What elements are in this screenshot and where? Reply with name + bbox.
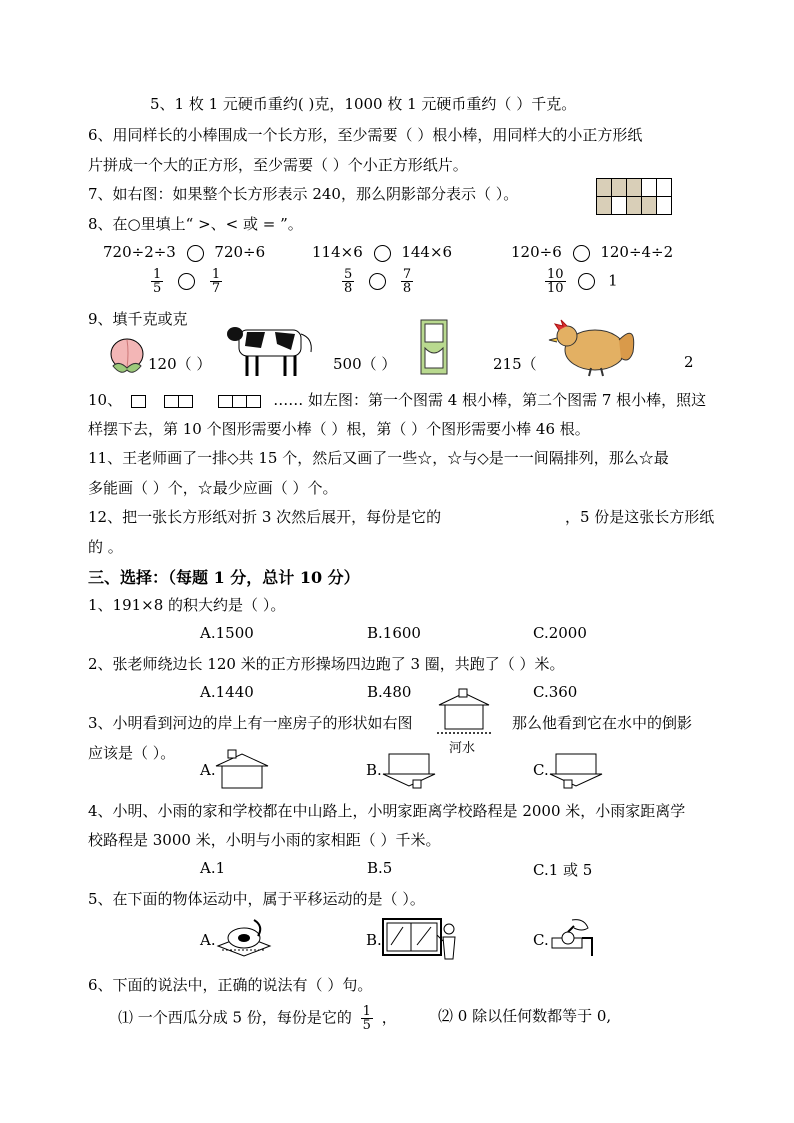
choice-q5: 5、在下面的物体运动中，属于平移运动的是（ ）。 [88, 890, 425, 908]
q10-line1-text: …… 如左图：第一个图需 4 根小棒，第二个图需 7 根小棒，照这 [273, 391, 707, 409]
q12-line1-a: 12、把一张长方形纸对折 3 次然后展开，每份是它的 [88, 508, 442, 526]
q6-line2: 片拼成一个大的正方形，至少需要（ ）个小正方形纸片。 [88, 156, 468, 174]
choice-q1-option-c[interactable]: C.2000 [533, 624, 587, 642]
q9-milk-value: 215（ [493, 355, 537, 373]
q10-line1 [88, 389, 706, 410]
statement-1-tail: ， [381, 1008, 397, 1027]
compare-circle[interactable] [374, 245, 391, 262]
q6-line1: 6、用同样长的小棒围成一个长方形，至少需要（ ）根小棒，用同样大的小正方形纸 [88, 126, 643, 144]
choice-q6-statement-1 [118, 1005, 397, 1032]
house-icon [435, 687, 493, 742]
q8-text: 8、在○里填上“ >、< 或 = ”。 [88, 215, 303, 233]
q9-cow-value: 500（ ） [333, 355, 397, 373]
choice-q5-option-c[interactable]: C. [533, 931, 549, 949]
q10-number: 10、 [88, 391, 123, 409]
q12-line1-b: ，5 份是这张长方形纸 [565, 508, 715, 526]
choice-q3-line1-a: 3、小明看到河边的岸上有一座房子的形状如右图 [88, 714, 413, 732]
fraction: $\frac{1}{5}$ [362, 1004, 371, 1033]
q8-row1 [103, 243, 265, 262]
house-inverted-icon [381, 752, 437, 792]
q11-line1: 11、王老师画了一排◇共 15 个，然后又画了一些☆，☆与◇是一一间隔排列，那么☆最 [88, 449, 669, 467]
choice-q5-option-a[interactable]: A. [200, 931, 216, 949]
compare-circle[interactable] [178, 273, 195, 290]
cow-icon [225, 318, 320, 378]
q10-figure-3 [218, 391, 260, 409]
q8-expr-l: 1 [608, 271, 618, 290]
q9-chicken-value: 2 [684, 353, 694, 371]
choice-q3-option-a[interactable]: A. [200, 761, 216, 779]
compare-circle[interactable] [369, 273, 386, 290]
choice-q5-option-b[interactable]: B. [366, 931, 382, 949]
q8-row2-right [545, 268, 618, 295]
q8-row2-mid [342, 268, 413, 295]
q8-row2-left [151, 268, 222, 295]
q8-expr-c: 114×6 [312, 243, 363, 261]
house-inverted-mirror-icon [548, 752, 604, 792]
choice-q2-option-a[interactable]: A.1440 [200, 683, 254, 701]
peach-icon [107, 330, 147, 378]
q9-text: 9、填千克或克 [88, 310, 188, 328]
house-upright-icon [214, 748, 270, 792]
milk-box-icon [419, 318, 449, 376]
fraction: $\frac{5}{8}$ [344, 267, 353, 296]
choice-q2-option-c[interactable]: C.360 [533, 683, 578, 701]
q8-expr-f: 120÷4÷2 [600, 243, 674, 261]
choice-q1-option-b[interactable]: B.1600 [367, 624, 421, 642]
fraction: $\frac{10}{10}$ [547, 267, 564, 296]
q7-rectangle-figure [596, 178, 672, 216]
compare-circle[interactable] [187, 245, 204, 262]
q8-expr-a: 720÷2÷3 [103, 243, 176, 261]
choice-q3-option-c[interactable]: C. [533, 761, 549, 779]
q10-line2: 样摆下去，第 10 个图形需要小棒（ ）根，第（ ）个图形需要小棒 46 根。 [88, 420, 590, 438]
choice-q3-line1-b: 那么他看到它在水中的倒影 [512, 714, 693, 732]
choice-q4-option-a[interactable]: A.1 [200, 859, 226, 877]
q11-line2: 多能画（ ）个，☆最少应画（ ）个。 [88, 479, 338, 497]
river-label: 河水 [449, 741, 476, 756]
choice-q1: 1、191×8 的积大约是（ ）。 [88, 596, 286, 614]
chicken-icon [545, 312, 645, 378]
q10-figure-2 [164, 391, 192, 409]
fraction: $\frac{1}{7}$ [211, 267, 221, 296]
q9-peach-value: 120（ ） [148, 355, 212, 373]
choice-q2: 2、张老师绕边长 120 米的正方形操场四边跑了 3 圈，共跑了（ ）米。 [88, 655, 565, 673]
choice-q4-option-b[interactable]: B.5 [367, 859, 393, 877]
q8-row1-right [511, 243, 673, 262]
choice-q4-option-c[interactable]: C.1 或 5 [533, 861, 593, 879]
choice-q4-line2: 校路程是 3000 米，小明与小雨的家相距（ ）千米。 [88, 831, 441, 849]
choice-q3-option-b[interactable]: B. [366, 761, 382, 779]
sliding-window-icon [381, 915, 459, 961]
statement-1-text: ⑴ 一个西瓜分成 5 份，每份是它的 [118, 1008, 352, 1027]
q7-text: 7、如右图：如果整个长方形表示 240，那么阴影部分表示（ ）。 [88, 185, 519, 203]
fraction: $\frac{7}{8}$ [402, 267, 412, 296]
fraction: $\frac{1}{5}$ [153, 267, 162, 296]
q8-row1-mid [312, 243, 452, 262]
choice-q4-line1: 4、小明、小雨的家和学校都在中山路上，小明家距离学校路程是 2000 米，小雨家距离学 [88, 802, 686, 820]
section-heading-choice: 三、选择：（每题 1 分，总计 10 分） [88, 568, 360, 587]
q8-expr-b: 720÷6 [214, 243, 266, 261]
q12-line2: 的 。 [88, 538, 123, 556]
compare-circle[interactable] [573, 245, 590, 262]
record-turntable-icon [214, 916, 274, 960]
q8-expr-e: 120÷6 [511, 243, 562, 261]
choice-q2-option-b[interactable]: B.480 [367, 683, 412, 701]
choice-q3-line2: 应该是（ ）。 [88, 744, 176, 762]
choice-q1-option-a[interactable]: A.1500 [200, 624, 254, 642]
q10-figure-1 [131, 391, 145, 409]
q5-coin: 5、1 枚 1 元硬币重约( )克，1000 枚 1 元硬币重约（ ）千克。 [150, 95, 577, 113]
compare-circle[interactable] [578, 273, 595, 290]
choice-q6: 6、下面的说法中，正确的说法有（ ）句。 [88, 976, 373, 994]
choice-q6-statement-2: ⑵ 0 除以任何数都等于 0, [438, 1007, 612, 1025]
faucet-icon [548, 916, 606, 960]
q8-expr-d: 144×6 [401, 243, 453, 261]
